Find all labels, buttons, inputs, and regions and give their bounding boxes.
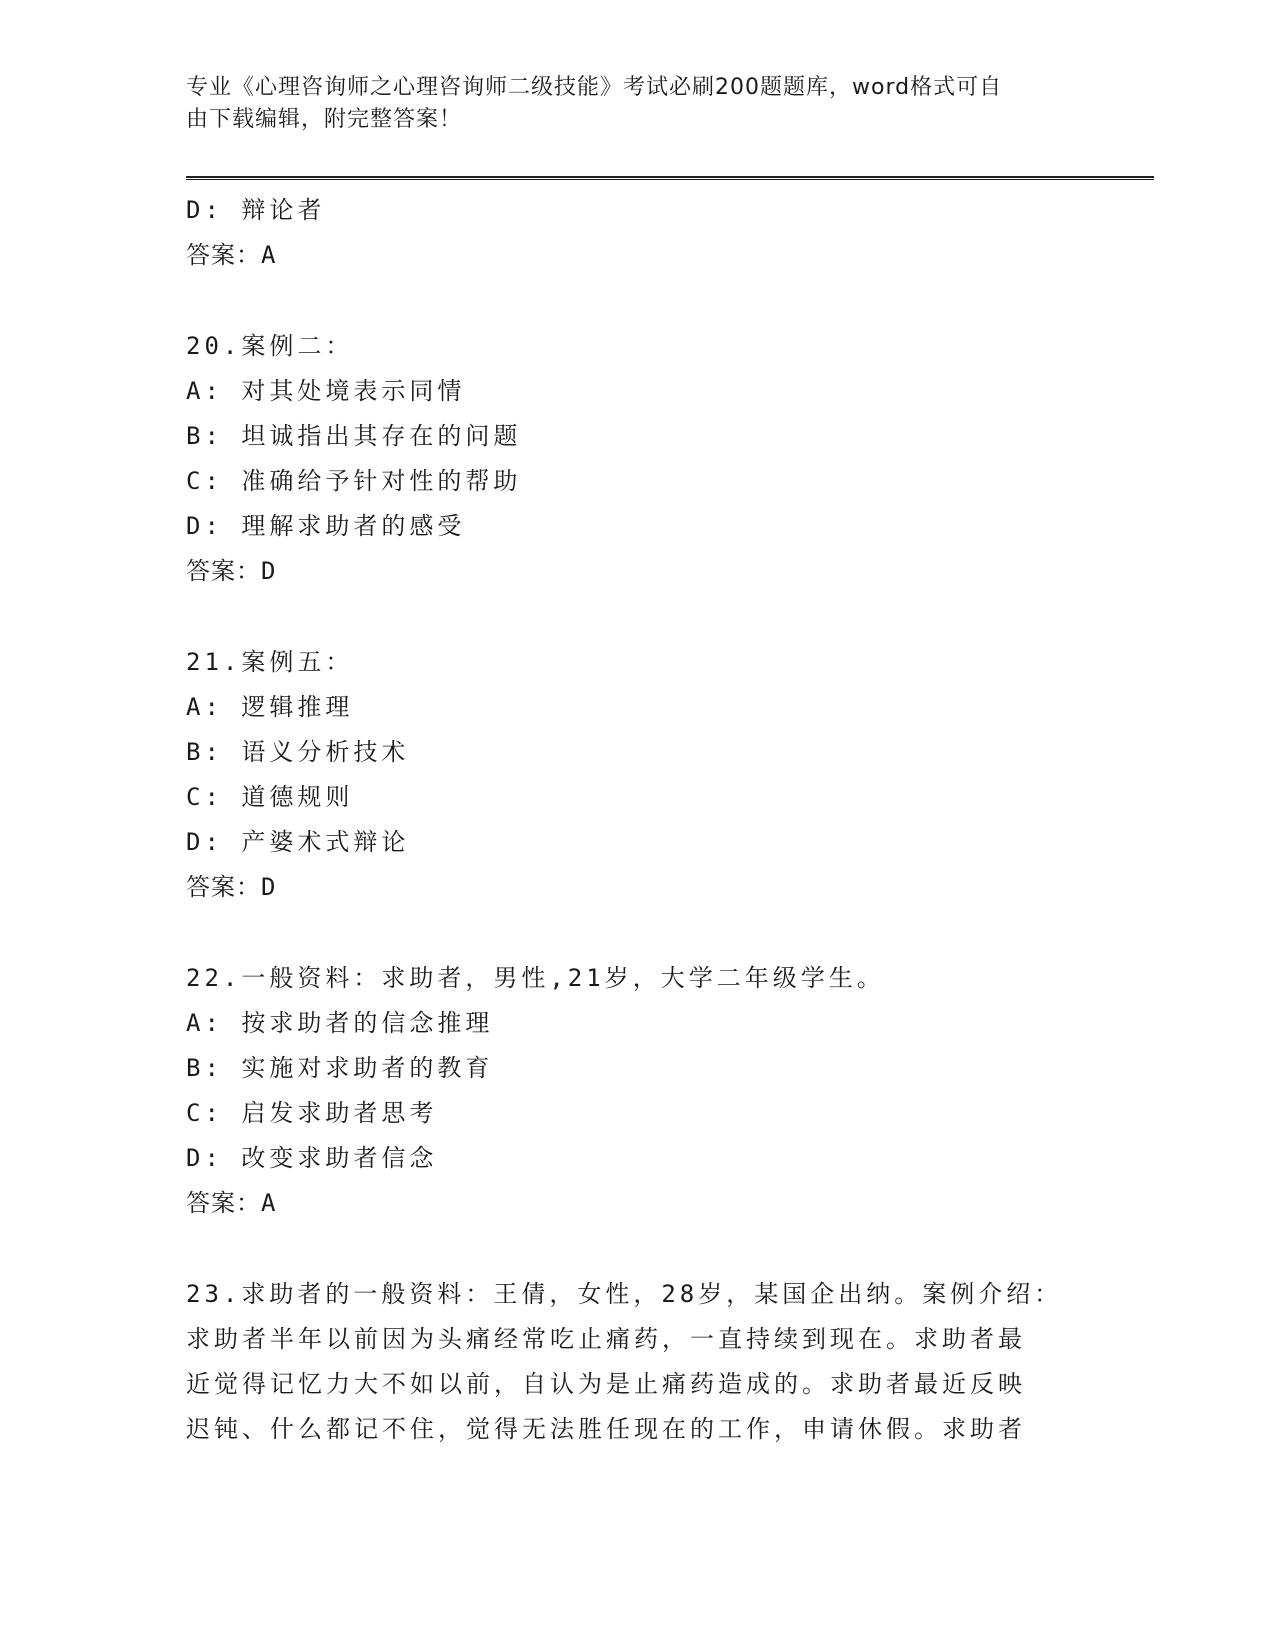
question-answer xyxy=(186,865,1066,910)
document-body xyxy=(186,188,1066,1452)
document-header xyxy=(186,72,1066,136)
answer-value: A xyxy=(261,241,277,269)
option-d: D: 理解求助者的感受 xyxy=(186,512,466,540)
option-d: D: 改变求助者信念 xyxy=(186,1144,438,1172)
option-c: C: 准确给予针对性的帮助 xyxy=(186,467,522,495)
answer-value: D xyxy=(261,873,277,901)
question-23-line-1: 23.求助者的一般资料：王倩，女性，28岁，某国企出纳。案例介绍： xyxy=(186,1280,1063,1308)
question-stem: 20.案例二： xyxy=(186,332,354,360)
option-b: B: 坦诚指出其存在的问题 xyxy=(186,422,522,450)
prev-question-answer xyxy=(186,233,1066,278)
header-divider xyxy=(186,176,1154,180)
option-c: C: 启发求助者思考 xyxy=(186,1099,438,1127)
question-stem: 21.案例五： xyxy=(186,648,354,676)
spacer xyxy=(186,1226,1066,1272)
option-c: C: 道德规则 xyxy=(186,783,354,811)
question-23-line-3: 近觉得记忆力大不如以前，自认为是止痛药造成的。求助者最近反映 xyxy=(186,1370,1026,1398)
spacer xyxy=(186,594,1066,640)
question-20 xyxy=(186,324,1066,594)
answer-label: 答案： xyxy=(186,241,261,269)
option-a: A: 对其处境表示同情 xyxy=(186,377,466,405)
question-23-line-2: 求助者半年以前因为头痛经常吃止痛药，一直持续到现在。求助者最 xyxy=(186,1325,1026,1353)
question-23-line-4: 迟钝、什么都记不住，觉得无法胜任现在的工作，申请休假。求助者 xyxy=(186,1415,1026,1443)
spacer xyxy=(186,278,1066,324)
option-b: B: 实施对求助者的教育 xyxy=(186,1054,494,1082)
question-answer xyxy=(186,549,1066,594)
answer-label: 答案： xyxy=(186,557,261,585)
prev-question-option-d: D: 辩论者 xyxy=(186,196,326,224)
option-a: A: 按求助者的信念推理 xyxy=(186,1009,494,1037)
answer-label: 答案： xyxy=(186,873,261,901)
option-d: D: 产婆术式辩论 xyxy=(186,828,410,856)
answer-label: 答案： xyxy=(186,1189,261,1217)
question-23 xyxy=(186,1272,1063,1452)
option-b: B: 语义分析技术 xyxy=(186,738,410,766)
option-a: A: 逻辑推理 xyxy=(186,693,354,721)
question-22 xyxy=(186,956,1066,1226)
header-title-line-1: 专业《心理咨询师之心理咨询师二级技能》考试必刷200题题库，word格式可自 xyxy=(186,75,1003,100)
question-answer xyxy=(186,1181,1066,1226)
question-21 xyxy=(186,640,1066,910)
question-stem: 22.一般资料：求助者，男性,21岁，大学二年级学生。 xyxy=(186,964,885,992)
answer-value: D xyxy=(261,557,277,585)
answer-value: A xyxy=(261,1189,277,1217)
spacer xyxy=(186,910,1066,956)
header-title-line-2: 由下载编辑，附完整答案！ xyxy=(186,107,463,132)
